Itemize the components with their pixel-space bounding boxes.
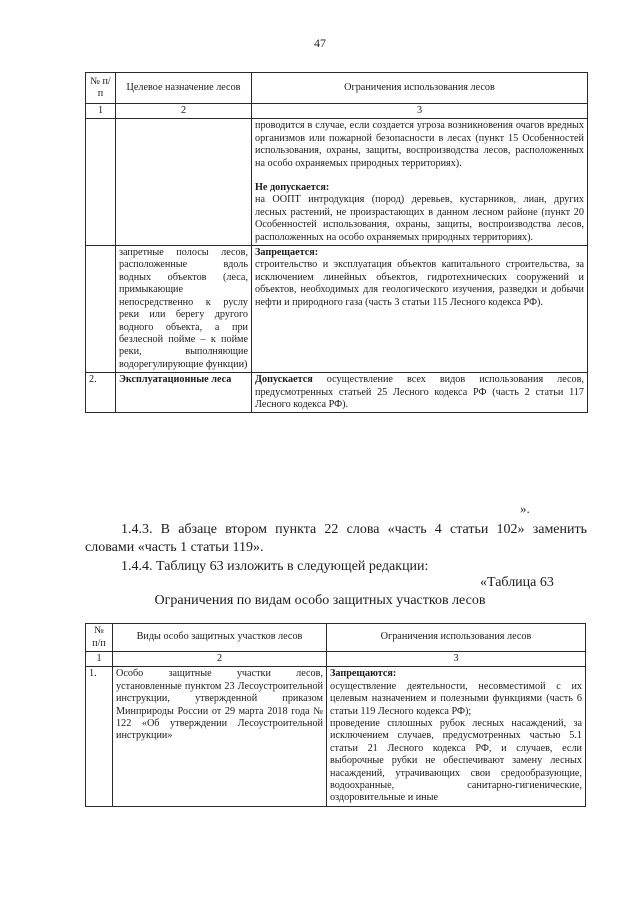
prohibited-text-1: осуществление деятельности, несовместимой с их целевым назначением и полезными функциями (часть 6 статьи 119 Лесного кодекса РФ);: [330, 680, 582, 717]
restrictions-cell: [327, 667, 586, 806]
header-kinds: Виды особо защитных участков лесов: [113, 624, 327, 652]
continued-text: проводится в случае, если создается угроза возникновения очагов вредных организмов или пожарной безопасности в лесах (пункт 15 Особенностей использования, охраны, защиты, воспроизводства лесов, расположенных на особо охраняемых природных территориях).: [255, 120, 584, 169]
allowed-text: осуществление всех видов использования лесов, предусмотренных статьей 25 Лесного кодекса РФ (часть 2 статьи 117 Лесного кодекса РФ).: [255, 374, 584, 410]
restrictions-cell: [252, 246, 588, 373]
num-cell: 2.: [86, 373, 116, 413]
header-purpose: Целевое назначение лесов: [116, 73, 252, 104]
table-row: [86, 373, 588, 413]
header-restrictions: Ограничения использования лесов: [327, 624, 586, 652]
column-number-row: [86, 104, 588, 119]
restrictions-cell: [252, 119, 588, 246]
table-title: Ограничения по видам особо защитных участков лесов: [154, 593, 486, 608]
not-allowed-label: Не допускается:: [255, 182, 330, 194]
num-cell: 1.: [86, 667, 113, 806]
prohibited-label: Запрещается:: [255, 247, 319, 259]
header-num: № п/п: [86, 624, 113, 652]
column-number: 3: [327, 652, 586, 667]
not-allowed-text: на ООПТ интродукция (пород) деревьев, кустарников, лиан, других лесных растений, не произрастающих в данном лесном районе (пункт 20 Особенностей использования, охраны, защиты, воспроизводства лесов, расположенных на особо охраняемых природных территориях).: [255, 194, 584, 243]
paragraph-1-4-3: 1.4.3. В абзаце втором пункта 22 слова «часть 4 статьи 102» заменить словами «часть 1 статьи 119».: [85, 522, 587, 555]
restrictions-cell: [252, 373, 588, 413]
num-cell: [86, 246, 116, 373]
table-number: «Таблица 63: [480, 575, 554, 590]
purpose-cell: запретные полосы лесов, расположенные вдоль водных объектов (леса, примыкающие непосредственно к руслу реки или берегу другого водного объекта, а при безлесной пойме – к пойме реки, выполняющие водорегулирующие функции): [116, 246, 252, 373]
allowed-label: Допускается: [255, 374, 313, 386]
column-number: 2: [113, 652, 327, 667]
table-row: [86, 119, 588, 246]
prohibited-label: Запрещаются:: [330, 668, 397, 680]
column-number: 1: [86, 104, 116, 119]
table-header-row: [86, 73, 588, 104]
table-header-row: [86, 624, 586, 652]
closing-quote: ».: [520, 501, 530, 516]
num-cell: [86, 119, 116, 246]
column-number: 3: [252, 104, 588, 119]
protective-areas-table: [85, 623, 586, 807]
column-number-row: [86, 652, 586, 667]
prohibited-text: строительство и эксплуатация объектов капитального строительства, за исключением линейных объектов, гидротехнических сооружений и объектов, необходимых для геологического изучения, разведки и добычи нефти и природного газа (часть 3 статьи 115 Лесного кодекса РФ).: [255, 259, 584, 308]
column-number: 2: [116, 104, 252, 119]
table-row: [86, 667, 586, 806]
page-number: 47: [314, 36, 326, 50]
table-row: [86, 246, 588, 373]
purpose-cell: [116, 119, 252, 246]
column-number: 1: [86, 652, 113, 667]
kind-cell: Особо защитные участки лесов, установленные пунктом 23 Лесоустроительной инструкции, утвержденной приказом Минприроды России от 29 марта 2018 года № 122 «Об утверждении Лесоустроительной инструкции»: [113, 667, 327, 806]
paragraph-1-4-4: 1.4.4. Таблицу 63 изложить в следующей редакции:: [121, 559, 429, 574]
prohibited-text-2: проведение сплошных рубок лесных насаждений, за исключением случаев, предусмотренных частью 5.1 статьи 21 Лесного кодекса РФ, и случаев, если выборочные рубки не обеспечивают замену лесных насаждений, утрачивающих свои средообразующие, водоохранные, санитарно-гигиенические, оздоровительные и иные: [330, 718, 582, 804]
header-num: № п/п: [86, 73, 116, 104]
purpose-cell: Эксплуатационные леса: [116, 373, 252, 413]
header-restrictions: Ограничения использования лесов: [252, 73, 588, 104]
forest-use-table: [85, 72, 588, 413]
